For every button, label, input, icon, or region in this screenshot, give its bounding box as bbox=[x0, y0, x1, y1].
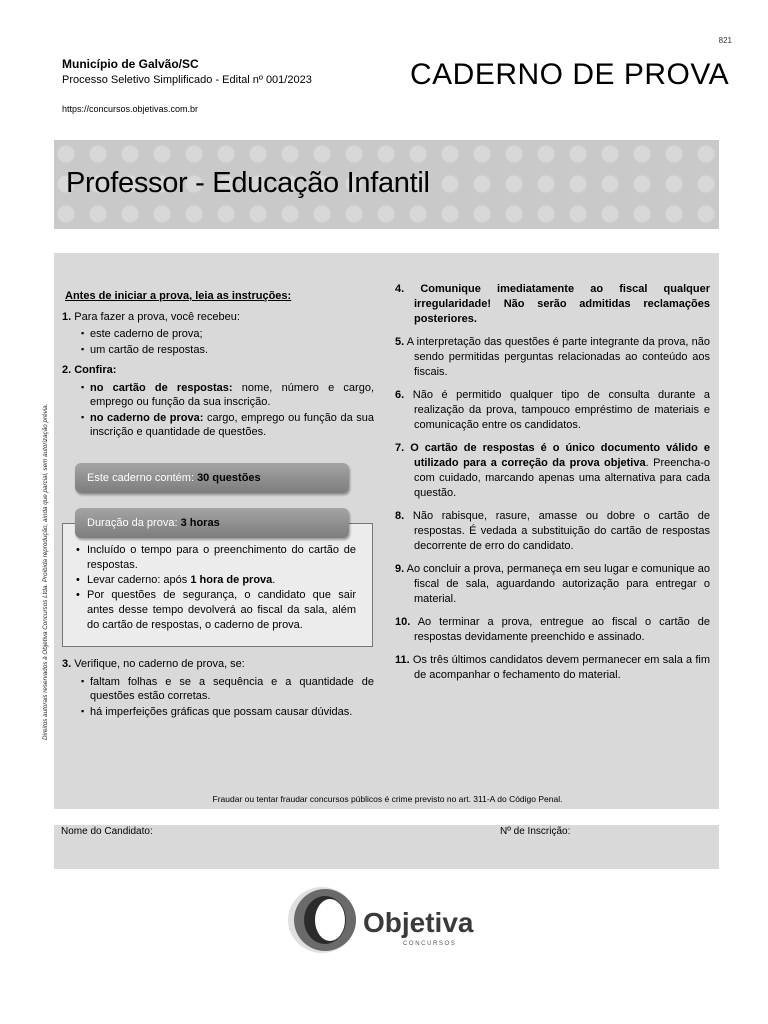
list-item: ▪ há imperfeições gráficas que possam causar dúvidas. bbox=[81, 705, 374, 720]
candidate-name-label: Nome do Candidato: bbox=[61, 826, 153, 837]
received-items-list bbox=[62, 327, 374, 357]
instructions-intro: Antes de iniciar a prova, leia as instruções: bbox=[65, 290, 292, 302]
instruction-7: 7. O cartão de respostas é o único documento válido e utilizado para a correção da prova objetiva. Preencha-o com cuidado, marcando apenas uma alternativa para cada questão. bbox=[395, 442, 710, 499]
check-items-list bbox=[62, 381, 374, 440]
duration-rules-list bbox=[76, 543, 356, 633]
list-item: ▪ no cartão de respostas: nome, número e cargo, emprego ou função da sua inscrição. bbox=[81, 381, 374, 410]
instruction-8: 8. Não rabisque, rasure, amasse ou dobre o cartão de respostas. É vedada a substituição do cartão de respostas decorrente de erro do candidato. bbox=[395, 510, 710, 552]
list-item: ▪ um cartão de respostas. bbox=[81, 343, 374, 358]
duration-value: 3 horas bbox=[180, 517, 220, 529]
instruction-2: 2. Confira: bbox=[62, 364, 117, 376]
fraud-warning: Fraudar ou tentar fraudar concursos públicos é crime previsto no art. 311-A do Código Penal. bbox=[212, 794, 563, 804]
logo-wordmark: Objetiva bbox=[363, 907, 474, 938]
instruction-10: 10. Ao terminar a prova, entregue ao fiscal o cartão de respostas devidamente preenchido e assinado. bbox=[395, 616, 710, 643]
logo-tagline: CONCURSOS bbox=[403, 941, 457, 947]
document-title: CADERNO DE PROVA bbox=[410, 58, 730, 91]
instruction-5: 5. A interpretação das questões é parte integrante da prova, não sendo permitidas perguntas relacionadas ao conteúdo aos fiscais. bbox=[395, 336, 710, 378]
list-item: • Incluído o tempo para o preenchimento do cartão de respostas. bbox=[76, 543, 356, 573]
question-count: 30 questões bbox=[197, 472, 261, 484]
rights-notice: Direitos autorais reservados à Objetiva Concursos Ltda. Proibida reprodução, ainda que parcial, sem autorização prévia. bbox=[42, 403, 49, 740]
instruction-11: 11. Os três últimos candidatos devem permanecer em sala a fim de acompanhar o fechamento do material. bbox=[395, 654, 710, 681]
list-item: • Levar caderno: após 1 hora de prova. bbox=[76, 573, 356, 588]
page-number: 821 bbox=[718, 36, 732, 45]
question-count-box: Este caderno contém: 30 questões bbox=[75, 463, 349, 493]
objetiva-logo-icon bbox=[288, 887, 356, 953]
instructions-left-bottom bbox=[62, 657, 374, 725]
candidate-info-band bbox=[54, 825, 719, 869]
instruction-6: 6. Não é permitido qualquer tipo de consulta durante a realização da prova, tampouco empréstimo de materiais e comunicação entre os candidatos. bbox=[395, 389, 710, 431]
objetiva-logo bbox=[285, 885, 485, 955]
municipality-name: Município de Galvão/SC bbox=[62, 57, 199, 71]
list-item: ▪ faltam folhas e se a sequência e a quantidade de questões estão corretas. bbox=[81, 675, 374, 704]
instruction-1: 1. Para fazer a prova, você recebeu: bbox=[62, 310, 240, 323]
verify-items-list bbox=[62, 675, 374, 720]
process-title: Processo Seletivo Simplificado - Edital nº 001/2023 bbox=[62, 74, 312, 86]
instruction-4: 4. Comunique imediatamente ao fiscal qualquer irregularidade! Não serão admitidas reclamações posteriores. bbox=[395, 283, 710, 325]
duration-box: Duração da prova: 3 horas bbox=[75, 508, 349, 538]
website-url: https://concursos.objetivas.com.br bbox=[62, 104, 199, 114]
instruction-9: 9. Ao concluir a prova, permaneça em seu lugar e comunique ao fiscal de sala, aguardando autorização para entregar o material. bbox=[395, 563, 710, 605]
instruction-3: 3. Verifique, no caderno de prova, se: bbox=[62, 658, 245, 670]
list-item: ▪ no caderno de prova: cargo, emprego ou função da sua inscrição e quantidade de questões. bbox=[81, 411, 374, 440]
instructions-right-column bbox=[395, 282, 710, 691]
list-item: ▪ este caderno de prova; bbox=[81, 327, 374, 342]
registration-number-label: Nº de Inscrição: bbox=[500, 826, 571, 837]
exam-title: Professor - Educação Infantil bbox=[66, 167, 430, 199]
list-item: • Por questões de segurança, o candidato que sair antes desse tempo devolverá ao fiscal da sala, além do cartão de respostas, o caderno de prova. bbox=[76, 588, 356, 633]
instructions-left-column bbox=[62, 289, 374, 446]
